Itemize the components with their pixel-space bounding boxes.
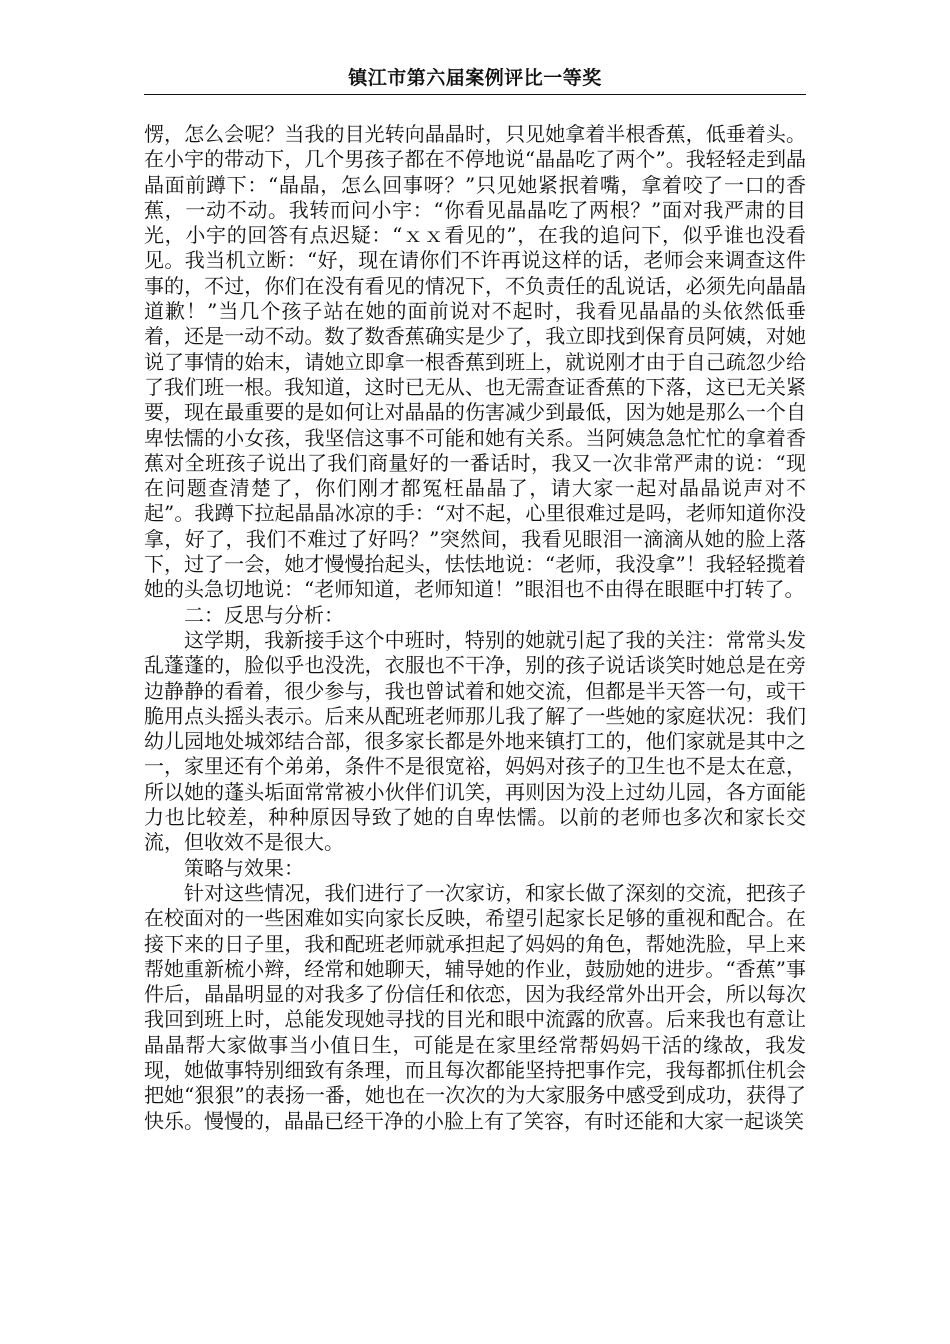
header-title: 镇江市第六届案例评比一等奖 [348,67,602,89]
section-heading-strategy: 策略与效果： [184,855,304,880]
page-header [144,64,806,95]
paragraph-story: 愣，怎么会呢？当我的目光转向晶晶时，只见她拿着半根香蕉，低垂着头。在小宇的带动下，几个男孩子都在不停地说“晶晶吃了两个”。我轻轻走到晶晶面前蹲下：“晶晶，怎么回事呀？”只见她紧抿着嘴，拿着咬了一口的香蕉，一动不动。我转而问小宇：“你看见晶晶吃了两根？”面对我严肃的目光，小宇的回答有点迟疑：“ｘｘ看见的”，在我的追问下，似乎谁也没看见。我当机立断：“好，现在请你们不许再说这样的话，老师会来调查这件事的，不过，你们在没有看见的情况下，不负责任的乱说话，必须先向晶晶道歉！”当几个孩子站在她的面前说对不起时，我看见晶晶的头依然低垂着，还是一动不动。数了数香蕉确实是少了，我立即找到保育员阿姨，对她说了事情的始末，请她立即拿一根香蕉到班上，就说刚才由于自己疏忽少给了我们班一根。我知道，这时已无从、也无需查证香蕉的下落，这已无关紧要，现在最重要的是如何让对晶晶的伤害减少到最低，因为她是那么一个自卑怯懦的小女孩，我坚信这事不可能和她有关系。当阿姨急急忙忙的拿着香蕉对全班孩子说出了我们商量好的一番话时，我又一次非常严肃的说：“现在问题查清楚了，你们刚才都冤枉晶晶了，请大家一起对晶晶说声对不起”。我蹲下拉起晶晶冰凉的手：“对不起，心里很难过是吗，老师知道你没拿，好了，我们不难过了好吗？”突然间，我看见眼泪一滴滴从她的脸上落下，过了一会，她才慢慢抬起头，怯怯地说：“老师，我没拿”！我轻轻揽着她的头急切地说：“老师知道，老师知道！”眼泪也不由得在眼眶中打转了。 [144,122,806,602]
paragraph-reflection: 这学期，我新接手这个中班时，特别的她就引起了我的关注：常常头发乱蓬蓬的，脸似乎也没洗，衣服也不干净，别的孩子说话谈笑时她总是在旁边静静的看着，很少参与，我也曾试着和她交流，但都是半天答一句，或干脆用点头摇头表示。后来从配班老师那儿我了解了一些她的家庭状况：我们幼儿园地处城郊结合部，很多家长都是外地来镇打工的，他们家就是其中之一，家里还有个弟弟，条件不是很宽裕，妈妈对孩子的卫生也不是太在意，所以她的蓬头垢面常常被小伙伴们讥笑，再则因为没上过幼儿园，各方面能力也比较差，种种原因导致了她的自卑怯懦。以前的老师也多次和家长交流，但收效不是很大。 [144,627,806,855]
section-heading-reflection: 二：反思与分析： [184,602,344,627]
paragraph-strategy: 针对这些情况，我们进行了一次家访，和家长做了深刻的交流，把孩子在校面对的一些困难如实向家长反映，希望引起家长足够的重视和配合。在接下来的日子里，我和配班老师就承担起了妈妈的角色，帮她洗脸，早上来帮她重新梳小辫，经常和她聊天，辅导她的作业，鼓励她的进步。“香蕉”事件后，晶晶明显的对我多了份信任和依恋，因为我经常外出开会，所以每次我回到班上时，总能发现她寻找的目光和眼中流露的欣喜。后来我也有意让晶晶帮大家做事当小值日生，可能是在家里经常帮妈妈干活的缘故，我发现，她做事特别细致有条理，而且每次都能坚持把事作完，我每都抓住机会把她“狠狠”的表扬一番，她也在一次次的为大家服务中感受到成功，获得了快乐。慢慢的，晶晶已经干净的小脸上有了笑容，有时还能和大家一起谈笑 [144,880,806,1133]
body-text [144,122,806,1134]
